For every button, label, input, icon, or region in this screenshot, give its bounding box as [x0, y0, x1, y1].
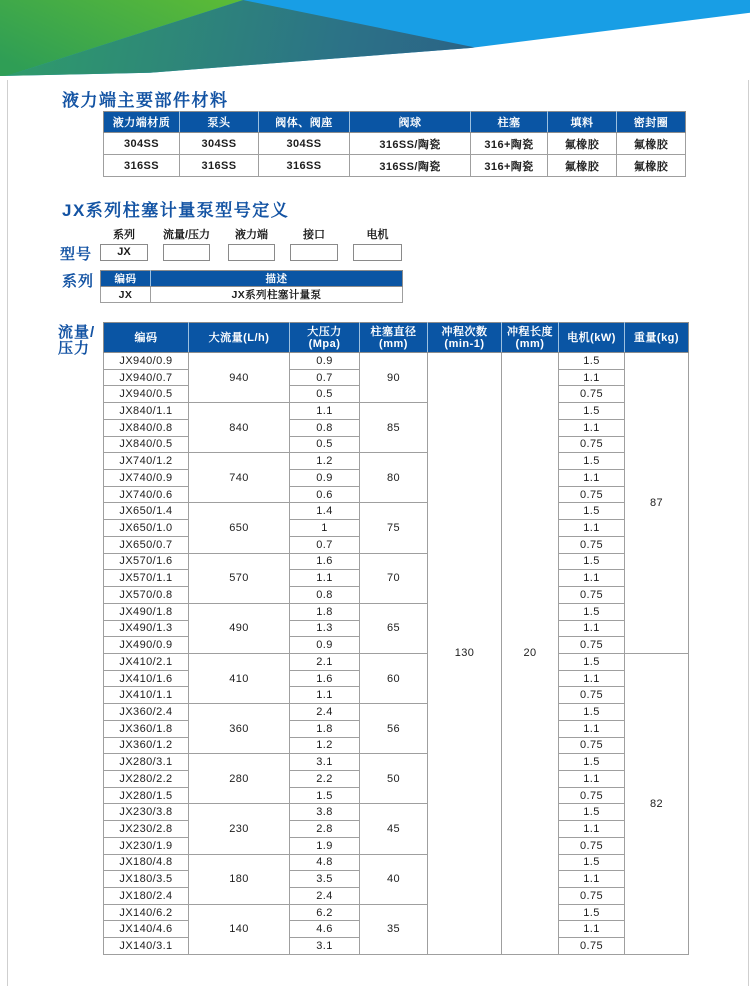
pump-code-cell: JX940/0.9 — [104, 353, 189, 370]
model-field-box — [163, 244, 210, 261]
pump-code-cell: JX230/2.8 — [104, 821, 189, 838]
max-pressure-cell: 2.4 — [290, 888, 360, 905]
model-field-label: 系列 — [113, 229, 135, 241]
plunger-diameter-cell: 50 — [360, 754, 428, 804]
pump-code-cell: JX940/0.7 — [104, 369, 189, 386]
flow-header-cell: 大流量(L/h) — [189, 323, 290, 353]
motor-power-cell: 0.75 — [559, 386, 625, 403]
series-row-label: 系列 — [62, 273, 95, 290]
materials-cell: 316SS — [259, 155, 350, 177]
motor-power-cell: 1.1 — [559, 670, 625, 687]
materials-cell: 316SS — [180, 155, 259, 177]
flow-pressure-label-line1: 流量/ — [58, 324, 96, 341]
max-pressure-cell: 1.1 — [290, 570, 360, 587]
pump-code-cell: JX570/1.6 — [104, 553, 189, 570]
max-pressure-cell: 6.2 — [290, 904, 360, 921]
materials-row — [104, 155, 686, 177]
max-pressure-cell: 1.6 — [290, 553, 360, 570]
max-flow-cell: 940 — [189, 353, 290, 403]
pump-code-cell: JX360/2.4 — [104, 704, 189, 721]
motor-power-cell: 0.75 — [559, 888, 625, 905]
plunger-diameter-cell: 90 — [360, 353, 428, 403]
flow-table-row — [104, 704, 689, 721]
materials-table — [103, 111, 686, 177]
motor-power-cell: 1.1 — [559, 419, 625, 436]
flow-table-row — [104, 904, 689, 921]
max-pressure-cell: 0.6 — [290, 486, 360, 503]
max-pressure-cell: 1.8 — [290, 603, 360, 620]
pump-code-cell: JX740/0.9 — [104, 470, 189, 487]
max-pressure-cell: 2.8 — [290, 821, 360, 838]
max-pressure-cell: 0.5 — [290, 436, 360, 453]
max-pressure-cell: 3.1 — [290, 754, 360, 771]
flow-table-row — [104, 453, 689, 470]
model-field-box — [228, 244, 275, 261]
plunger-diameter-cell: 35 — [360, 904, 428, 954]
flow-table-row — [104, 804, 689, 821]
motor-power-cell: 1.1 — [559, 620, 625, 637]
pump-code-cell: JX840/0.8 — [104, 419, 189, 436]
motor-power-cell: 0.75 — [559, 687, 625, 704]
pump-code-cell: JX650/1.4 — [104, 503, 189, 520]
motor-power-cell: 1.1 — [559, 821, 625, 838]
model-definition-title: JX系列柱塞计量泵型号定义 — [62, 201, 290, 220]
pump-code-cell: JX360/1.2 — [104, 737, 189, 754]
motor-power-cell: 1.1 — [559, 770, 625, 787]
pump-code-cell: JX840/0.5 — [104, 436, 189, 453]
flow-header-cell: 电机(kW) — [559, 323, 625, 353]
page-border-right — [748, 80, 749, 986]
materials-header-cell: 阀球 — [350, 112, 471, 133]
max-pressure-cell: 0.9 — [290, 353, 360, 370]
pump-code-cell: JX490/0.9 — [104, 637, 189, 654]
pump-code-cell: JX490/1.3 — [104, 620, 189, 637]
max-pressure-cell: 0.7 — [290, 369, 360, 386]
materials-cell: 316+陶瓷 — [471, 133, 548, 155]
max-pressure-cell: 1.8 — [290, 720, 360, 737]
max-pressure-cell: 2.4 — [290, 704, 360, 721]
series-cell: JX — [101, 287, 151, 303]
max-pressure-cell: 1.3 — [290, 620, 360, 637]
motor-power-cell: 1.1 — [559, 921, 625, 938]
flow-pressure-label-line2: 压力 — [58, 340, 91, 357]
motor-power-cell: 0.75 — [559, 436, 625, 453]
motor-power-cell: 0.75 — [559, 637, 625, 654]
max-pressure-cell: 1.4 — [290, 503, 360, 520]
materials-header-cell: 泵头 — [180, 112, 259, 133]
max-pressure-cell: 1.6 — [290, 670, 360, 687]
max-flow-cell: 740 — [189, 453, 290, 503]
flow-table-row — [104, 553, 689, 570]
pump-code-cell: JX740/0.6 — [104, 486, 189, 503]
pump-code-cell: JX140/4.6 — [104, 921, 189, 938]
series-row — [101, 287, 403, 303]
max-flow-cell: 230 — [189, 804, 290, 854]
weight-cell: 87 — [625, 353, 689, 654]
max-flow-cell: 140 — [189, 904, 290, 954]
materials-section-title: 液力端主要部件材料 — [62, 91, 229, 110]
plunger-diameter-cell: 75 — [360, 503, 428, 553]
max-pressure-cell: 1.2 — [290, 453, 360, 470]
pump-code-cell: JX180/2.4 — [104, 888, 189, 905]
motor-power-cell: 1.5 — [559, 403, 625, 420]
motor-power-cell: 0.75 — [559, 486, 625, 503]
pump-code-cell: JX650/0.7 — [104, 536, 189, 553]
model-field-label: 流量/压力 — [162, 229, 211, 241]
header-banner — [0, 0, 750, 80]
plunger-diameter-cell: 85 — [360, 403, 428, 453]
flow-table-row — [104, 353, 689, 370]
pump-code-cell: JX840/1.1 — [104, 403, 189, 420]
flow-header-cell: 重量(kg) — [625, 323, 689, 353]
max-pressure-cell: 0.8 — [290, 587, 360, 604]
pump-code-cell: JX180/4.8 — [104, 854, 189, 871]
max-flow-cell: 280 — [189, 754, 290, 804]
max-flow-cell: 570 — [189, 553, 290, 603]
pump-code-cell: JX570/0.8 — [104, 587, 189, 604]
model-field-4 — [290, 229, 338, 261]
stroke-length-cell: 20 — [502, 353, 559, 955]
weight-cell: 82 — [625, 653, 689, 954]
motor-power-cell: 1.1 — [559, 520, 625, 537]
max-pressure-cell: 0.5 — [290, 386, 360, 403]
flow-header-cell: 大压力 (Mpa) — [290, 323, 360, 353]
page-border-left — [7, 80, 8, 986]
plunger-diameter-cell: 56 — [360, 704, 428, 754]
motor-power-cell: 1.5 — [559, 854, 625, 871]
series-cell: JX系列柱塞计量泵 — [151, 287, 403, 303]
motor-power-cell: 0.75 — [559, 938, 625, 955]
max-pressure-cell: 4.6 — [290, 921, 360, 938]
flow-table-row — [104, 854, 689, 871]
pump-code-cell: JX410/2.1 — [104, 653, 189, 670]
max-pressure-cell: 1.9 — [290, 837, 360, 854]
materials-header-cell: 液力端材质 — [104, 112, 180, 133]
max-pressure-cell: 0.8 — [290, 419, 360, 436]
max-flow-cell: 490 — [189, 603, 290, 653]
pump-code-cell: JX230/3.8 — [104, 804, 189, 821]
materials-header-cell: 阀体、阀座 — [259, 112, 350, 133]
materials-cell: 氟橡胶 — [548, 133, 617, 155]
motor-power-cell: 1.5 — [559, 904, 625, 921]
materials-cell: 316SS/陶瓷 — [350, 155, 471, 177]
motor-power-cell: 1.5 — [559, 653, 625, 670]
pump-code-cell: JX740/1.2 — [104, 453, 189, 470]
series-header-cell: 编码 — [101, 271, 151, 287]
motor-power-cell: 1.5 — [559, 754, 625, 771]
pump-code-cell: JX410/1.6 — [104, 670, 189, 687]
flow-table-row — [104, 403, 689, 420]
pump-code-cell: JX140/3.1 — [104, 938, 189, 955]
pump-code-cell: JX280/3.1 — [104, 754, 189, 771]
pump-code-cell: JX360/1.8 — [104, 720, 189, 737]
max-pressure-cell: 0.9 — [290, 470, 360, 487]
motor-power-cell: 1.1 — [559, 720, 625, 737]
pump-code-cell: JX410/1.1 — [104, 687, 189, 704]
materials-cell: 316SS/陶瓷 — [350, 133, 471, 155]
motor-power-cell: 1.1 — [559, 369, 625, 386]
materials-header-cell: 密封圈 — [617, 112, 686, 133]
max-flow-cell: 180 — [189, 854, 290, 904]
max-pressure-cell: 1.1 — [290, 403, 360, 420]
motor-power-cell: 1.5 — [559, 704, 625, 721]
max-pressure-cell: 3.1 — [290, 938, 360, 955]
max-pressure-cell: 0.9 — [290, 637, 360, 654]
flow-table-row — [104, 603, 689, 620]
stroke-rate-cell: 130 — [428, 353, 502, 955]
plunger-diameter-cell: 60 — [360, 653, 428, 703]
flow-header-cell: 冲程长度 (mm) — [502, 323, 559, 353]
motor-power-cell: 1.5 — [559, 804, 625, 821]
flow-table-row — [104, 503, 689, 520]
plunger-diameter-cell: 65 — [360, 603, 428, 653]
series-header-cell: 描述 — [151, 271, 403, 287]
pump-code-cell: JX180/3.5 — [104, 871, 189, 888]
flow-header-cell: 柱塞直径 (mm) — [360, 323, 428, 353]
max-pressure-cell: 2.2 — [290, 770, 360, 787]
materials-cell: 氟橡胶 — [617, 155, 686, 177]
max-pressure-cell: 1.5 — [290, 787, 360, 804]
model-field-label: 接口 — [303, 229, 325, 241]
plunger-diameter-cell: 40 — [360, 854, 428, 904]
max-pressure-cell: 1 — [290, 520, 360, 537]
flow-table-row — [104, 754, 689, 771]
model-field-1 — [100, 229, 148, 261]
model-row-label: 型号 — [60, 246, 93, 263]
motor-power-cell: 1.5 — [559, 553, 625, 570]
model-field-box — [353, 244, 402, 261]
max-flow-cell: 410 — [189, 653, 290, 703]
materials-cell: 316SS — [104, 155, 180, 177]
motor-power-cell: 1.5 — [559, 603, 625, 620]
motor-power-cell: 1.1 — [559, 570, 625, 587]
pump-code-cell: JX570/1.1 — [104, 570, 189, 587]
plunger-diameter-cell: 70 — [360, 553, 428, 603]
motor-power-cell: 0.75 — [559, 737, 625, 754]
flow-pressure-table — [103, 322, 689, 955]
series-table — [100, 270, 403, 303]
materials-cell: 304SS — [180, 133, 259, 155]
motor-power-cell: 0.75 — [559, 787, 625, 804]
pump-code-cell: JX140/6.2 — [104, 904, 189, 921]
pump-code-cell: JX490/1.8 — [104, 603, 189, 620]
pump-code-cell: JX650/1.0 — [104, 520, 189, 537]
flow-header-cell: 冲程次数 (min-1) — [428, 323, 502, 353]
max-pressure-cell: 4.8 — [290, 854, 360, 871]
model-field-box — [290, 244, 338, 261]
plunger-diameter-cell: 80 — [360, 453, 428, 503]
model-field-label: 液力端 — [235, 229, 268, 241]
materials-cell: 氟橡胶 — [617, 133, 686, 155]
model-field-label: 电机 — [366, 229, 389, 241]
pump-code-cell: JX280/1.5 — [104, 787, 189, 804]
materials-header-cell: 柱塞 — [471, 112, 548, 133]
pump-code-cell: JX280/2.2 — [104, 770, 189, 787]
max-pressure-cell: 0.7 — [290, 536, 360, 553]
flow-pressure-row-label — [58, 325, 95, 357]
model-field-2 — [163, 229, 210, 261]
pump-code-cell: JX230/1.9 — [104, 837, 189, 854]
max-pressure-cell: 3.8 — [290, 804, 360, 821]
max-pressure-cell: 2.1 — [290, 653, 360, 670]
motor-power-cell: 0.75 — [559, 587, 625, 604]
materials-cell: 304SS — [259, 133, 350, 155]
materials-header-cell: 填料 — [548, 112, 617, 133]
max-flow-cell: 840 — [189, 403, 290, 453]
motor-power-cell: 1.5 — [559, 353, 625, 370]
materials-row — [104, 133, 686, 155]
motor-power-cell: 0.75 — [559, 837, 625, 854]
motor-power-cell: 1.5 — [559, 503, 625, 520]
plunger-diameter-cell: 45 — [360, 804, 428, 854]
flow-table-row — [104, 653, 689, 670]
model-field-5 — [353, 229, 402, 261]
max-pressure-cell: 1.1 — [290, 687, 360, 704]
pump-code-cell: JX940/0.5 — [104, 386, 189, 403]
materials-cell: 316+陶瓷 — [471, 155, 548, 177]
motor-power-cell: 1.1 — [559, 871, 625, 888]
max-pressure-cell: 3.5 — [290, 871, 360, 888]
motor-power-cell: 1.1 — [559, 470, 625, 487]
materials-cell: 304SS — [104, 133, 180, 155]
max-flow-cell: 360 — [189, 704, 290, 754]
motor-power-cell: 0.75 — [559, 536, 625, 553]
flow-header-cell: 编码 — [104, 323, 189, 353]
model-field-box: JX — [100, 244, 148, 261]
materials-cell: 氟橡胶 — [548, 155, 617, 177]
max-flow-cell: 650 — [189, 503, 290, 553]
motor-power-cell: 1.5 — [559, 453, 625, 470]
model-code-diagram — [0, 229, 750, 263]
model-field-3 — [228, 229, 275, 261]
max-pressure-cell: 1.2 — [290, 737, 360, 754]
